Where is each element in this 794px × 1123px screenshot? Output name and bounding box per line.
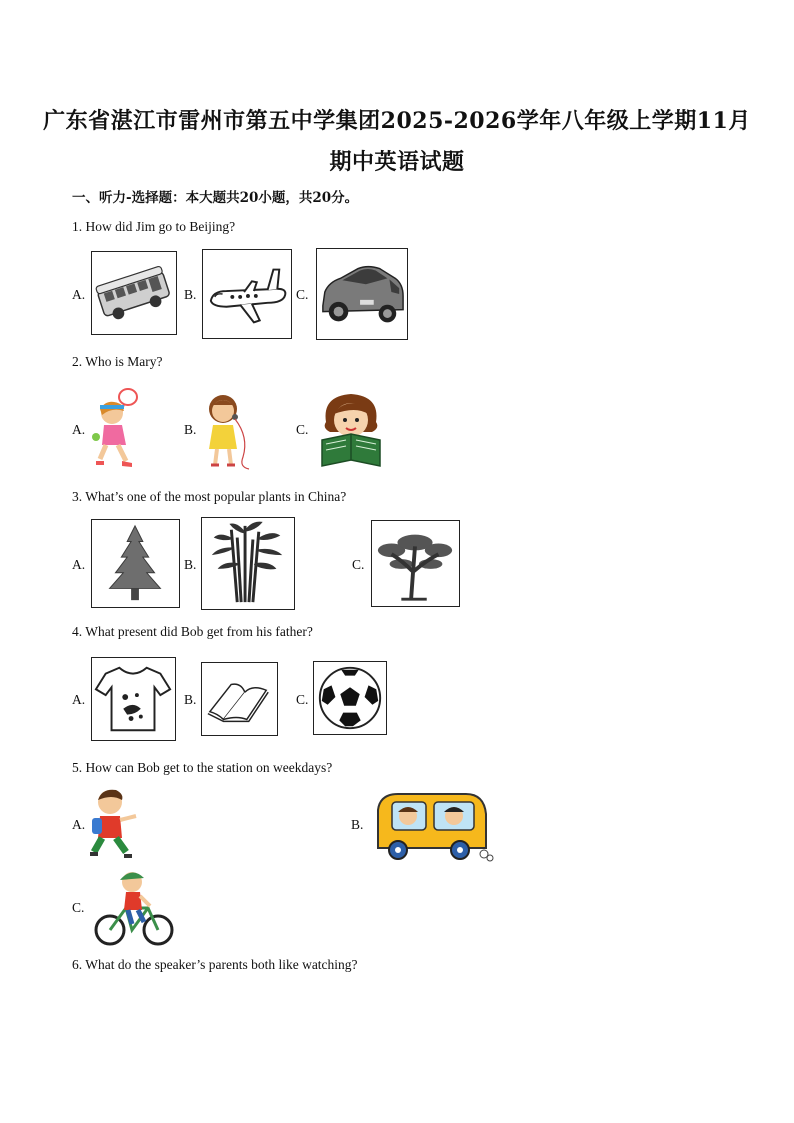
pine-tree-icon — [91, 519, 180, 608]
q1-option-a-label: A. — [72, 287, 86, 302]
q4-option-a-label: A. — [72, 692, 86, 707]
boy-cycling-icon — [92, 868, 176, 948]
girl-singing-icon — [199, 387, 261, 471]
q2-option-b-label: B. — [184, 422, 197, 437]
doc-title-line1: 广东省湛江市雷州市第五中学集团2025-2026学年八年级上学期11月 — [43, 108, 751, 134]
section-heading: 一、听力-选择题：本大题共20小题，共20分。 — [72, 190, 359, 206]
airplane-icon — [202, 249, 292, 339]
question-2: 2. Who is Mary? — [72, 354, 163, 369]
football-icon — [313, 661, 387, 735]
q2-option-c-label: C. — [296, 422, 309, 437]
question-1: 1. How did Jim go to Beijing? — [72, 219, 236, 234]
question-3: 3. What’s one of the most popular plants in China? — [72, 489, 347, 504]
q3-option-a-label: A. — [72, 557, 86, 572]
q2-option-a-label: A. — [72, 422, 86, 437]
q3-option-c-label: C. — [352, 557, 365, 572]
q5-option-a-label: A. — [72, 817, 86, 832]
question-4: 4. What present did Bob get from his father? — [72, 624, 313, 639]
car-icon — [316, 248, 408, 340]
question-5: 5. How can Bob get to the station on weekdays? — [72, 760, 333, 775]
boy-walking-icon — [88, 786, 140, 864]
q4-option-c-label: C. — [296, 692, 309, 707]
q5-option-c-label: C. — [72, 900, 85, 915]
girl-tennis-icon — [88, 387, 146, 471]
question-6: 6. What do the speaker’s parents both like watching? — [72, 957, 358, 972]
q1-option-c-label: C. — [296, 287, 309, 302]
doc-title-line2: 期中英语试题 — [329, 149, 465, 175]
q5-option-b-label: B. — [351, 817, 364, 832]
broad-tree-icon — [371, 520, 460, 607]
q3-option-b-label: B. — [184, 557, 197, 572]
tshirt-icon — [91, 657, 176, 741]
book-icon — [201, 662, 278, 736]
school-bus-icon — [372, 788, 496, 864]
q4-option-b-label: B. — [184, 692, 197, 707]
bamboo-icon — [201, 517, 295, 610]
girl-reading-icon — [316, 388, 386, 470]
q1-option-b-label: B. — [184, 287, 197, 302]
bus-icon — [91, 251, 177, 335]
